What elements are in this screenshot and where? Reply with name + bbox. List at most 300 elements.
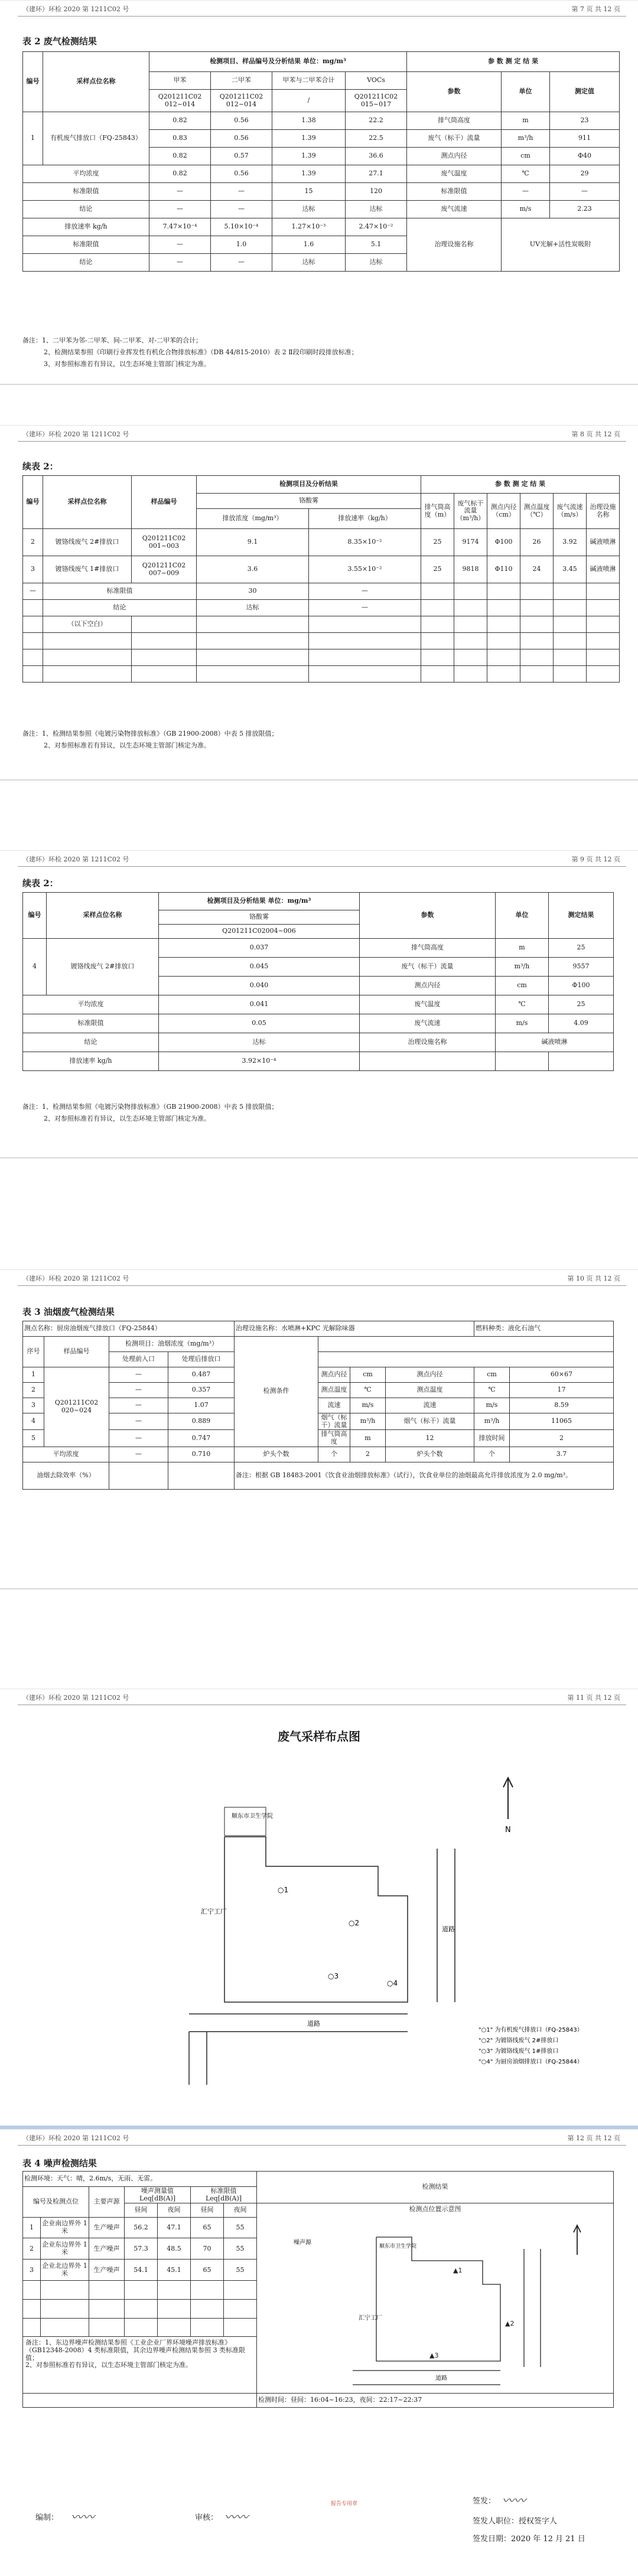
col-seq: 序号 — [23, 1337, 44, 1367]
param-unit: m — [350, 1430, 386, 1447]
cell: — — [149, 201, 211, 218]
param-value: 8.59 — [510, 1398, 614, 1413]
col-conc: 排放浓度（mg/m³） — [197, 509, 309, 529]
label-factory: 汇宁工厂 — [358, 2314, 382, 2322]
row-label: 结论 — [23, 1033, 159, 1052]
cell: 5.1 — [346, 236, 407, 254]
row-label: 排放速率 kg/h — [23, 218, 149, 236]
param-unit: m³/h — [350, 1413, 386, 1430]
cell: 达标 — [272, 201, 346, 218]
param-unit: — — [502, 183, 550, 201]
col-sum: 甲苯与二甲苯合计 — [272, 72, 346, 90]
cell: 0.56 — [211, 130, 272, 148]
cell: 1.39 — [272, 165, 346, 183]
note-line: 2、对参照标准若有异议，以生态环境主管部门核定为准。 — [25, 2361, 192, 2369]
page-number: 第 7 页 共 12 页 — [571, 5, 620, 13]
location-name: 有机废气排放口（FQ-25843） — [43, 112, 149, 165]
blank-marker: （以下空白） — [43, 616, 132, 633]
row-label: 标准限值 — [43, 583, 197, 600]
report-page-12 — [0, 2129, 638, 2576]
cell: 3.92 — [554, 529, 587, 556]
noise-point-triangle-icon: ▲3 — [429, 2351, 438, 2359]
col-item: 铬酸雾 — [197, 494, 421, 509]
col-day: 昼间 — [125, 2203, 158, 2217]
col-location: 采样点位名称 — [43, 476, 132, 529]
cell: 企业南边界外 1 米 — [41, 2217, 89, 2238]
cell: 30 — [197, 583, 309, 600]
cell: 0.82 — [149, 165, 211, 183]
handwritten-signature-reviewer: 〰〰 — [224, 2510, 248, 2524]
param-value: 4.09 — [549, 1014, 614, 1033]
param-unit: m/s — [502, 201, 550, 218]
col-sample: 样品编号 — [132, 476, 197, 529]
note-line: 3、对参照标准若有异议，以生态环境主管部门核定为准。 — [44, 360, 210, 368]
cell: 0.041 — [159, 995, 360, 1014]
cell: 5.10×10⁻⁴ — [211, 218, 272, 236]
col-unit: 单位 — [496, 893, 549, 939]
row-label: 平均浓度 — [23, 1447, 109, 1462]
page-number: 第 8 页 共 12 页 — [571, 430, 620, 438]
param-value: 911 — [550, 130, 620, 148]
cell: 企业东边界外 1 米 — [41, 2238, 89, 2260]
col-params: 参 数 测 定 结 果 — [421, 476, 620, 494]
legend-line: "○2" 为镀铬线废气 2#排放口 — [479, 2038, 559, 2044]
report-page-11 — [0, 1689, 638, 2126]
cell: — — [211, 183, 272, 201]
cell: 45.1 — [158, 2260, 191, 2281]
cell: 碱液喷淋 — [587, 529, 620, 556]
param-value: 11065 — [510, 1413, 614, 1430]
cell: 9174 — [454, 529, 487, 556]
cell: 5 — [23, 1430, 44, 1447]
col-point: 编号及检测点位 — [23, 2187, 89, 2218]
cell: 3.45 — [554, 556, 587, 583]
issue-date: 签发日期：2020 年 12 月 21 日 — [473, 2535, 585, 2544]
row-label: 标准限值 — [23, 236, 149, 254]
note-line: 备注：1、检测结果参照《电镀污染物排放标准》（GB 21900-2008）中表 5 排放限值； — [22, 1103, 278, 1111]
param-head: 测点温度（℃） — [520, 494, 554, 529]
fuel-type: 燃料种类：液化石油气 — [474, 1321, 614, 1337]
cell: 生产噪声 — [89, 2217, 125, 2238]
cell: 生产噪声 — [89, 2238, 125, 2260]
param-name: 废气流速 — [360, 1014, 496, 1033]
table-row — [23, 556, 620, 583]
cell: 3 — [23, 1398, 44, 1413]
param-value: 60×67 — [510, 1367, 614, 1383]
label: 签发： — [473, 2497, 496, 2506]
col-no: 编号 — [23, 476, 43, 529]
col-items: 检测项目及分析结果 — [197, 476, 421, 494]
cell: 0.82 — [149, 148, 211, 165]
col-sample: Q201211C02004~006 — [159, 925, 360, 939]
cell: 1 — [23, 2217, 41, 2238]
cell: — — [109, 1383, 168, 1398]
cell: 55 — [224, 2217, 257, 2238]
note-line: 备注：1、东边界噪声检测结果参照《工业企业厂界环境噪声排放标准》 — [25, 2339, 231, 2347]
cell: 0.889 — [168, 1413, 235, 1430]
param-unit: cm — [350, 1367, 386, 1383]
cell: 8.35×10⁻² — [309, 529, 421, 556]
cell: 0.57 — [211, 148, 272, 165]
col-param: 参数 — [360, 893, 496, 939]
cell: 15 — [272, 183, 346, 201]
param-value: — — [550, 183, 620, 201]
param-name: 炉头个数 — [235, 1447, 318, 1462]
reviewer-signature — [195, 2511, 218, 2522]
cell: — — [109, 1430, 168, 1447]
param-unit: m³/h — [502, 130, 550, 148]
label-school: 顺东市卫生学院 — [232, 1813, 273, 1820]
param-name: 废气（标干）流量 — [360, 958, 496, 977]
cell: 70 — [191, 2238, 224, 2260]
issuer-signature — [473, 2495, 496, 2506]
table-title: 表 3 油烟废气检测结果 — [22, 1307, 115, 1317]
school-building — [224, 1807, 266, 1836]
row-label: 排放速率 kg/h — [23, 1052, 159, 1071]
cell: 65 — [191, 2217, 224, 2238]
param-value: 2 — [510, 1430, 614, 1447]
param-name: 测点内径 — [386, 1367, 474, 1383]
param-value: 2 — [350, 1447, 386, 1462]
param-name: 炉头个数 — [386, 1447, 474, 1462]
param-name: 废气流速 — [407, 201, 502, 218]
row-no: 1 — [23, 112, 43, 165]
param-unit: m³/h — [474, 1413, 510, 1430]
cell: Φ100 — [487, 529, 520, 556]
cell: 120 — [346, 183, 407, 201]
param-name: 治理设施名称 — [407, 218, 502, 272]
cell: 达标 — [159, 1033, 360, 1052]
note-line: 2、检测结果参照《印刷行业挥发性有机化合物排放标准》（DB 44/815-2010）表 2 Ⅱ段印刷时段排放标准； — [44, 348, 358, 356]
param-name: 排气筒高度 — [360, 939, 496, 958]
cell: 22.2 — [346, 112, 407, 130]
table-notes — [22, 1101, 278, 1125]
param-name: 测点内径 — [318, 1367, 350, 1383]
report-number: （建环）环检 2020 第 1211C02 号 — [22, 5, 129, 13]
row-label: 结论 — [23, 254, 149, 272]
cell: 0.82 — [149, 112, 211, 130]
cell: 27.1 — [346, 165, 407, 183]
col-toluene: 甲苯 — [149, 72, 211, 90]
param-name: 流速 — [318, 1398, 350, 1413]
param-value: 2.23 — [550, 201, 620, 218]
cell: 0.045 — [159, 958, 360, 977]
note-line: 2、对参照标准若有异议，以生态环境主管部门核定为准。 — [44, 1115, 210, 1122]
param-unit: m/s — [350, 1398, 386, 1413]
report-number: （建环）环检 2020 第 1211C02 号 — [22, 1275, 129, 1282]
sample-id: / — [272, 90, 346, 112]
row-label: 结论 — [23, 201, 149, 218]
param-value: 3.7 — [510, 1447, 614, 1462]
note-line: 备注：1、二甲苯为邻-二甲苯、间-二甲苯、对-二甲苯的合计； — [22, 337, 203, 344]
col-night: 夜间 — [224, 2203, 257, 2217]
col-no: 编号 — [23, 52, 43, 112]
report-number: （建环）环检 2020 第 1211C02 号 — [22, 430, 129, 438]
cell: 3 — [23, 556, 43, 583]
official-stamp: 报告专用章 — [331, 2501, 358, 2507]
row-label: 标准限值 — [23, 183, 149, 201]
note-line: 备注：1、检测结果参照《电镀污染物排放标准》（GB 21900-2008）中表 5 排放限值； — [22, 730, 278, 737]
table-title: 表 2 废气检测结果 — [22, 36, 97, 47]
report-page-10 — [0, 1269, 638, 1589]
cell: — — [309, 600, 421, 616]
table-title: 续表 2： — [22, 461, 58, 472]
col-outlet: 处理后排放口 — [168, 1352, 235, 1367]
cell: 2 — [23, 529, 43, 556]
sample-id: Q201211C02 012~014 — [149, 90, 211, 112]
col-std: 标准限值 Leq[dB(A)] — [191, 2187, 257, 2203]
cell: 企业北边界外 1 米 — [41, 2260, 89, 2281]
label-factory: 汇宁工厂 — [201, 1908, 227, 1915]
cell: 36.6 — [346, 148, 407, 165]
cell: — — [109, 1367, 168, 1383]
col-inlet: 处理前入口 — [109, 1352, 168, 1367]
map-caption: 检测点位置示意图 — [409, 2205, 461, 2213]
page-number: 第 9 页 共 12 页 — [571, 856, 620, 863]
north-label: N — [505, 1826, 511, 1834]
col-source: 主要声源 — [89, 2187, 125, 2218]
col-result: 检测结果 — [257, 2172, 614, 2203]
param-value: 17 — [510, 1383, 614, 1398]
row-label: 油烟去除效率（%） — [23, 1462, 109, 1489]
treatment-facility: 治理设施名称：水喷淋+KPC 光解除味器 — [235, 1321, 474, 1337]
cell: 碱液喷淋 — [587, 556, 620, 583]
col-rate: 排放速率（kg/h） — [309, 509, 421, 529]
cell: 4 — [23, 1413, 44, 1430]
legend-line: "○1" 为有机废气排放口（FQ-25843） — [479, 2027, 583, 2033]
cell: 1.39 — [272, 130, 346, 148]
param-name: 排气筒高度 — [318, 1430, 350, 1447]
param-value: 12 — [386, 1430, 474, 1447]
cell: — — [309, 583, 421, 600]
cell: 0.710 — [168, 1447, 235, 1462]
param-unit: m — [502, 112, 550, 130]
handwritten-signature-issuer: 〰〰 — [502, 2493, 526, 2508]
cell: 0.747 — [168, 1430, 235, 1447]
col-items: 检测项目、样品编号及分析结果 单位：mg/m³ — [149, 52, 407, 72]
table-notes — [22, 728, 278, 752]
cell: 25 — [421, 529, 454, 556]
cell: 56.2 — [125, 2217, 158, 2238]
cell: 0.83 — [149, 130, 211, 148]
cell: 1.39 — [272, 148, 346, 165]
param-name: 测点温度 — [318, 1383, 350, 1398]
cell: 3.92×10⁻⁴ — [159, 1052, 360, 1071]
col-conditions: 检测条件 — [235, 1337, 318, 1447]
param-name: 标准限值 — [407, 183, 502, 201]
chromic-acid-table: 编号 采样点位名称 样品编号 检测项目及分析结果 参 数 测 定 结 果 铬酸雾 排气筒高度（m） 废气标干流量（m³/h） 测点内径（cm） 测点温度（℃） 废气流速（m/s） 治理设施名称 排放浓度（mg/m³） 排放速率（kg/h） 2 镀铬线废气 2#排放口 Q201211C02 001~003 9.1 8.35×10⁻² 25 9174 Φ100 26 3.92 碱液喷淋 3 镀铬线废气 1#排放口 Q201211C02 007~009 3.6 3.55×10⁻² 25 9818 Φ110 24 3.45 碱液喷淋 — 标准限值 30 — 结论 达标 — （以下空白） — [22, 475, 620, 683]
exhaust-gas-table: 编号 采样点位名称 检测项目、样品编号及分析结果 单位：mg/m³ 参 数 测 定 结 果 甲苯 二甲苯 甲苯与二甲苯合计 VOCs 参数 单位 测定值 Q201211C02 012~014 Q201211C02 012~014 / Q201211C02 015~017 1 有机废气排放口（FQ-25843） 0.82 0.56 1.38 22.2 排气筒高度 m 23 0.83 0.56 1.39 22.5 废气（标干）流量 m³/h 911 0.82 0.57 1.39 36.6 测点内径 cm Φ40 平均浓度 0.82 0.56 1.39 27.1 废气温度 ℃ 29 标准限值 — — 15 120 标准限值 — — 结论 — — 达标 达标 废气流速 m/s 2.23 排放速率 kg/h 7.47×10⁻⁴ 5.10×10⁻⁴ 1.27×10⁻³ 2.47×10⁻² 治理设施名称 UV光解+活性炭吸附 标准限值 — 1.0 1.6 5.1 结论 — — 达标 达标 — [22, 51, 620, 272]
issuer-title: 签发人职位：授权签字人 — [473, 2517, 558, 2526]
param-head: 治理设施名称 — [587, 494, 620, 529]
test-time: 检测时间：昼间：16:04~16:23，夜间：22:17~22:37 — [257, 2393, 614, 2407]
cell: 47.1 — [158, 2217, 191, 2238]
cell: 2.47×10⁻² — [346, 218, 407, 236]
param-unit: 个 — [318, 1447, 350, 1462]
param-unit: ℃ — [502, 165, 550, 183]
col-item: 铬酸雾 — [159, 910, 360, 925]
report-number: （建环）环检 2020 第 1211C02 号 — [22, 2134, 129, 2142]
cell: 55 — [224, 2260, 257, 2281]
label-noise-source: 噪声源 — [293, 2239, 311, 2246]
sampling-point-4: ○4 — [387, 1979, 398, 1987]
col-value: 测定结果 — [549, 893, 614, 939]
param-value: Φ100 — [549, 977, 614, 995]
map-title: 废气采样布点图 — [278, 1729, 360, 1744]
cell: 65 — [191, 2260, 224, 2281]
param-name: 废气温度 — [407, 165, 502, 183]
param-unit: 个 — [474, 1447, 510, 1462]
cell: 57.3 — [125, 2238, 158, 2260]
col-items: 检测项目及分析结果 单位：mg/m³ — [159, 893, 360, 910]
cell: 2 — [23, 1383, 44, 1398]
col-location: 采样点位名称 — [47, 893, 159, 939]
label-school: 顺东市卫生学院 — [379, 2243, 416, 2249]
cell: 1.0 — [211, 236, 272, 254]
location-name: 镀铬线废气 2#排放口 — [47, 939, 159, 995]
cell: 1 — [23, 1367, 44, 1383]
param-name: 治理设施名称 — [360, 1033, 496, 1052]
measure-point: 测点名称：厨房油烟废气排放口（FQ-25844） — [23, 1321, 235, 1337]
param-name: 测点温度 — [386, 1383, 474, 1398]
cell: 0.56 — [211, 112, 272, 130]
cell: 生产噪声 — [89, 2260, 125, 2281]
cell: — — [109, 1413, 168, 1430]
label-road-2: 道路 — [442, 1925, 455, 1933]
param-unit: cm — [502, 148, 550, 165]
param-name: 烟气（标干）流量 — [318, 1413, 350, 1430]
cell: — — [211, 201, 272, 218]
label-road: 道路 — [435, 2375, 447, 2382]
cell: Φ110 — [487, 556, 520, 583]
cell: 镀铬线废气 1#排放口 — [43, 556, 132, 583]
row-label: 平均浓度 — [23, 995, 159, 1014]
noise-point-triangle-icon: ▲2 — [504, 2319, 514, 2327]
param-value: 25 — [549, 995, 614, 1014]
cell: — — [211, 254, 272, 272]
cell: 0.040 — [159, 977, 360, 995]
label-road: 道路 — [307, 2020, 320, 2028]
cell: 0.05 — [159, 1014, 360, 1033]
cell: 26 — [520, 529, 554, 556]
cell: — — [149, 254, 211, 272]
param-unit: m³/h — [496, 958, 549, 977]
report-number: （建环）环检 2020 第 1211C02 号 — [22, 856, 129, 863]
cell: 0.56 — [211, 165, 272, 183]
cell: — — [149, 236, 211, 254]
col-xylene: 二甲苯 — [211, 72, 272, 90]
row-label: 标准限值 — [23, 1014, 159, 1033]
page-number: 第 12 页 共 12 页 — [567, 2134, 620, 2142]
table-notes — [22, 335, 358, 370]
cell: 达标 — [197, 600, 309, 616]
report-page-9 — [0, 850, 638, 1158]
cell: 22.5 — [346, 130, 407, 148]
test-environment: 检测环境：天气：晴，2.6m/s，无雨、无雷。 — [23, 2172, 257, 2187]
noise-point-triangle-icon: ▲1 — [453, 2266, 462, 2274]
cell: 25 — [421, 556, 454, 583]
param-value: Φ40 — [550, 148, 620, 165]
col-sample: 样品编号 — [44, 1337, 109, 1367]
noise-notes — [23, 2337, 257, 2393]
cell: 1.6 — [272, 236, 346, 254]
param-name: 测点内径 — [407, 148, 502, 165]
label: 审核： — [195, 2513, 219, 2522]
cell: 镀铬线废气 2#排放口 — [43, 529, 132, 556]
cell: 1.27×10⁻³ — [272, 218, 346, 236]
param-name: 废气（标干）流量 — [407, 130, 502, 148]
param-name: 排气筒高度 — [407, 112, 502, 130]
cooking-fume-table — [22, 1321, 614, 1490]
param-name: 烟气（标干）流量 — [386, 1413, 474, 1430]
cell: 9818 — [454, 556, 487, 583]
param-name: 测点内径 — [360, 977, 496, 995]
param-value: 29 — [550, 165, 620, 183]
cell: Q201211C02 001~003 — [132, 529, 197, 556]
param-name: 废气温度 — [360, 995, 496, 1014]
cell: 55 — [224, 2238, 257, 2260]
sample-id: Q201211C02 015~017 — [346, 90, 407, 112]
table-title: 表 4 噪声检测结果 — [22, 2158, 97, 2169]
cell: 3.55×10⁻² — [309, 556, 421, 583]
factory-boundary — [224, 1837, 408, 2002]
cell: 9.1 — [197, 529, 309, 556]
col-location: 采样点位名称 — [43, 52, 149, 112]
param-unit: m/s — [496, 1014, 549, 1033]
handwritten-signature-compiler: 〰〰 — [71, 2510, 95, 2524]
cell: 2 — [23, 2238, 41, 2260]
noise-table — [22, 2171, 614, 2408]
sampling-point-map — [0, 1754, 638, 2108]
col-vocs: VOCs — [346, 72, 407, 90]
col-noise: 噪声测量值 Leq[dB(A)] — [125, 2187, 191, 2203]
sample-id: Q201211C02 012~014 — [211, 90, 272, 112]
param-name: 流速 — [386, 1398, 474, 1413]
col-day: 昼间 — [191, 2203, 224, 2217]
noise-location-map — [258, 2213, 613, 2391]
sampling-point-3: ○3 — [328, 1972, 339, 1980]
param-value: 9557 — [549, 958, 614, 977]
col-params: 参 数 测 定 结 果 — [407, 52, 620, 72]
param-unit: ℃ — [474, 1383, 510, 1398]
factory-boundary — [376, 2237, 500, 2361]
param-value: 23 — [550, 112, 620, 130]
cell: 0.357 — [168, 1383, 235, 1398]
param-unit: m/s — [474, 1398, 510, 1413]
cell: — — [149, 183, 211, 201]
cell: 达标 — [346, 254, 407, 272]
table-title: 续表 2： — [22, 878, 58, 889]
row-label: 结论 — [43, 600, 197, 616]
cell: 54.1 — [125, 2260, 158, 2281]
cell: 0.487 — [168, 1367, 235, 1383]
param-unit: ℃ — [350, 1383, 386, 1398]
cell: 3 — [23, 2260, 41, 2281]
cell: — — [109, 1447, 168, 1462]
param-value: UV光解+活性炭吸附 — [502, 218, 620, 272]
col-night: 夜间 — [158, 2203, 191, 2217]
param-unit: cm — [474, 1367, 510, 1383]
page-number: 第 10 页 共 12 页 — [567, 1275, 620, 1282]
param-unit: cm — [496, 977, 549, 995]
legend-line: "○4" 为厨房油烟排放口（FQ-25844） — [479, 2059, 583, 2065]
report-page-7 — [0, 0, 638, 384]
col-no: 编号 — [23, 893, 47, 939]
param-head: 测点内径（cm） — [487, 494, 520, 529]
param-value: 碱液喷淋 — [496, 1033, 614, 1052]
table-row — [23, 529, 620, 556]
cell: 24 — [520, 556, 554, 583]
